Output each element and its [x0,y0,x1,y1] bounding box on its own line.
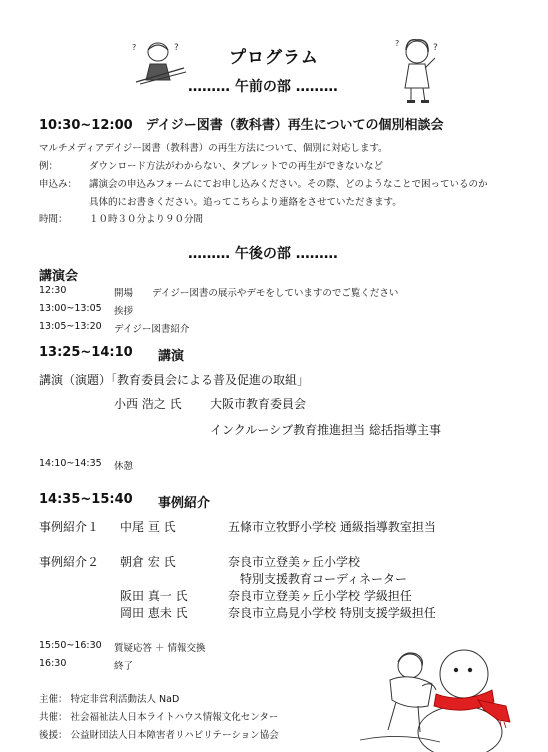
schedule-time: 13:00~13:05 [39,303,102,314]
svg-text:?: ? [433,43,438,53]
time-label: 時間： [39,214,68,225]
time-text: １０時３０分より９０分間 [89,214,204,225]
schedule-text: デイジー図書紹介 [114,324,190,335]
lecture-label: 講演 [158,349,185,364]
speaker-role: インクルーシブ教育推進担当 総括指導主事 [210,423,441,437]
apply-text-2: 具体的にお書きください。追ってこちらより連絡をさせていただきます。 [89,197,402,208]
case2-name2: 阪田 真一 氏 [120,589,188,603]
svg-text:?: ? [132,43,137,52]
qa-time: 15:50~16:30 [39,640,102,651]
thinking-person-illustration [130,38,190,93]
morning-description: マルチメディアデイジー図書（教科書）の再生方法について、個別に対応します。 [39,143,388,154]
cases-label: 事例紹介 [158,496,211,511]
case2-org1: 奈良市立登美ヶ丘小学校 [228,555,361,569]
morning-heading: ……… 午前の部 ……… [188,79,338,95]
case2-org2: 奈良市立登美ヶ丘小学校 学級担任 [228,589,412,603]
example-text: ダウンロード方法がわからない、タブレットでの再生ができないなど [89,161,384,172]
case1-org: 五條市立牧野小学校 通級指導教室担当 [228,520,436,534]
speaker-org: 大阪市教育委員会 [210,397,307,411]
case1-name: 中尾 亘 氏 [120,520,176,534]
page-title: プログラム [229,48,319,68]
schedule-text: 開場 デイジー図書の展示やデモをしていますのでご覧ください [114,288,399,299]
organizer: 主催： 特定非営利活動法人 NaD [39,694,180,705]
qa-label: 質疑応答 ＋ 情報交換 [114,643,206,654]
case2-name3: 岡田 恵未 氏 [120,606,188,620]
break-time: 14:10~14:35 [39,458,102,469]
support: 後援： 公益財団法人日本障害者リハビリテーション協会 [39,730,279,741]
confused-girl-illustration [395,36,443,108]
svg-text:?: ? [174,43,179,53]
case2-name1: 朝倉 宏 氏 [120,555,176,569]
schedule-time: 12:30 [39,285,67,296]
break-label: 休憩 [114,461,134,472]
apply-text-1: 講演会の申込みフォームにてお申し込みください。その際、どのようなことで困っているのか [89,179,488,190]
case1-label: 事例紹介１ [39,520,100,534]
schedule-text: 挨拶 [114,306,134,317]
example-label: 例： [39,161,59,172]
schedule-time: 13:05~13:20 [39,321,102,332]
apply-label: 申込み： [39,179,78,190]
lecture-time: 13:25~14:10 [39,345,133,360]
svg-text:?: ? [395,39,400,48]
snowman-with-child-illustration [360,640,520,748]
speaker-name: 小西 浩之 氏 [114,397,182,411]
lecture-meeting-heading: 講演会 [39,269,79,284]
afternoon-heading: ……… 午後の部 ……… [188,246,338,262]
cases-time: 14:35~15:40 [39,492,133,507]
end-label: 終了 [114,661,134,672]
lecture-theme: 講演（演題）「教育委員会による普及促進の取組」 [39,373,310,387]
case2-label: 事例紹介２ [39,555,100,569]
case2-org3: 奈良市立鳥見小学校 特別支援学級担任 [228,606,436,620]
case2-org1b: 特別支援教育コーディネーター [240,572,408,586]
cohost: 共催： 社会福祉法人日本ライトハウス情報文化センター [39,712,279,723]
end-time: 16:30 [39,658,67,669]
morning-session-title: 10:30~12:00 デイジー図書（教科書）再生についての個別相談会 [39,118,444,133]
